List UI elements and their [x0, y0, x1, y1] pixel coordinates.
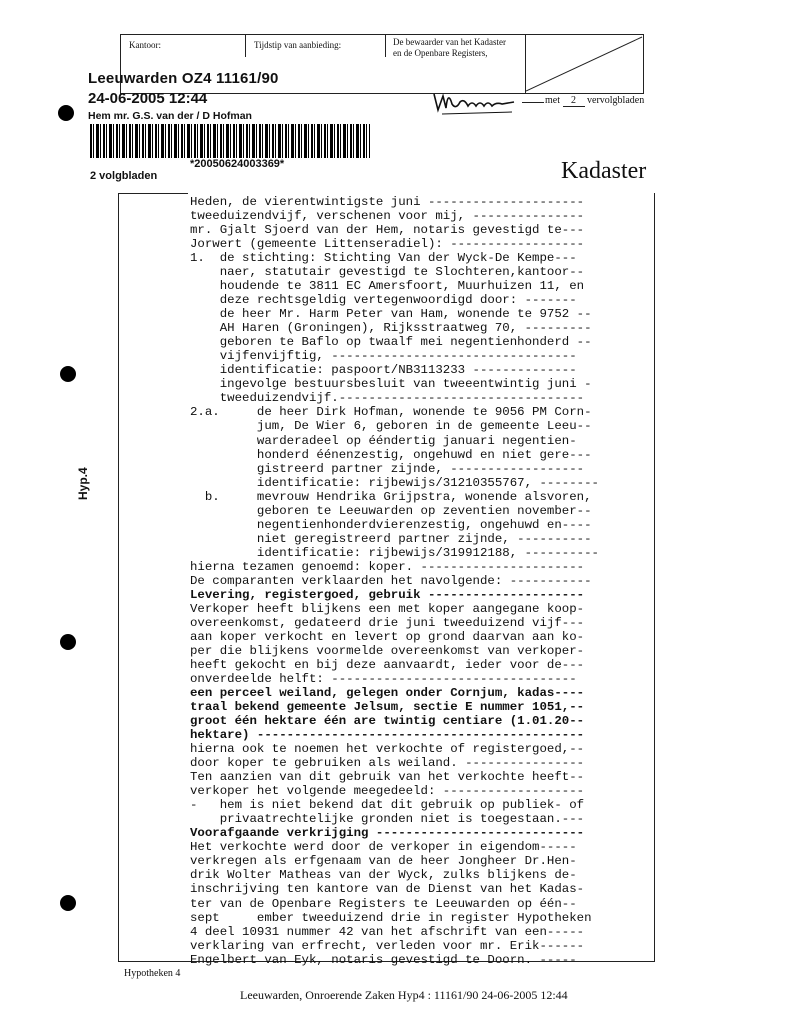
register-label: Hypotheken 4	[124, 968, 181, 979]
deed-line: Het verkochte werd door de verkoper in eigendom-----	[190, 840, 577, 855]
deed-line: Engelbert van Eyk, notaris gevestigd te Doorn. -----	[190, 952, 577, 967]
footer-caption: Leeuwarden, Onroerende Zaken Hyp4 : 11161/90 24-06-2005 12:44	[240, 988, 568, 1002]
cross-line	[526, 35, 644, 93]
deed-line: hierna ook te noemen het verkochte of registergoed,--	[190, 742, 585, 757]
deed-line: privaatrechtelijke gronden niet is toegestaan.---	[190, 812, 585, 827]
barcode	[90, 124, 370, 158]
deed-line: sept ember tweeduizend drie in register Hypotheken	[190, 910, 592, 925]
deed-line: door koper te gebruiken als weiland. ----------------	[190, 756, 585, 771]
side-label: Hyp.4	[76, 467, 90, 500]
tijdstip-label: Tijdstip van aanbieding:	[254, 40, 342, 50]
deed-line: honderd éénenzestig, ongehuwd en niet gere---	[190, 447, 592, 462]
deed-line: vijfenvijftig, ---------------------------------	[190, 349, 577, 364]
deed-line: per die blijkens voormelde overeenkomst van verkoper-	[190, 643, 585, 658]
deed-line: tweeduizendvijf.---------------------------------	[190, 391, 585, 406]
deed-line: deze rechtsgeldig vertegenwoordigd door: -------	[190, 293, 577, 308]
deed-line: traal bekend gemeente Jelsum, sectie E nummer 1051,--	[190, 700, 585, 715]
deed-line: heeft gekocht en bij deze aanvaardt, ieder voor de---	[190, 657, 585, 672]
deed-line: de heer Mr. Harm Peter van Ham, wonende te 9752 --	[190, 307, 592, 322]
punch-hole	[60, 366, 76, 382]
volgbladen-label: 2 volgbladen	[90, 170, 158, 182]
deed-line: ingevolge bestuursbesluit van tweeentwintig juni -	[190, 377, 592, 392]
deed-line: identificatie: rijbewijs/31210355767, --------	[190, 475, 599, 490]
deed-line: houdende te 3811 EC Amersfoort, Muurhuizen 11, en	[190, 279, 585, 294]
frame-top-left	[118, 193, 188, 194]
deed-line: identificatie: rijbewijs/319912188, ----------	[190, 545, 599, 560]
deed-line: ter van de Openbare Registers te Leeuwarden op één--	[190, 896, 577, 911]
barcode-text: *20050624003369*	[190, 158, 285, 170]
deed-line: 1. de stichting: Stichting Van der Wyck-De Kempe---	[190, 251, 577, 266]
signature	[430, 84, 520, 120]
deed-line: onverdeelde helft: ---------------------------------	[190, 672, 577, 687]
deed-line: De comparanten verklaarden het navolgende: -----------	[190, 573, 592, 588]
deed-line: gistreerd partner zijnde, ------------------	[190, 461, 585, 476]
deed-line: tweeduizendvijf, verschenen voor mij, ---------------	[190, 209, 585, 224]
deed-line: inschrijving ten kantore van de Dienst van het Kadas-	[190, 882, 585, 897]
bewaarder-line-1: De bewaarder van het Kadaster	[393, 37, 506, 47]
deed-line: Levering, registergoed, gebruik ---------------------	[190, 587, 585, 602]
deed-line: negentienhonderdvierenzestig, ongehuwd en----	[190, 517, 592, 532]
deed-line: 4 deel 10931 nummer 42 van het afschrift van een-----	[190, 924, 585, 939]
deed-line: Verkoper heeft blijkens een met koper aangegane koop-	[190, 601, 585, 616]
deed-line: verkregen als erfgenaam van de heer Jongheer Dr.Hen-	[190, 854, 577, 869]
met-label: met	[545, 95, 560, 106]
deed-line: identificatie: paspoort/NB3113233 --------------	[190, 363, 577, 378]
deed-line: jum, De Wier 6, geboren in de gemeente Leeu--	[190, 419, 592, 434]
stamp-cell	[525, 35, 644, 93]
deed-line: een perceel weiland, gelegen onder Cornjum, kadas----	[190, 686, 585, 701]
deed-line: aan koper verkocht en levert op grond daarvan aan ko-	[190, 629, 585, 644]
deed-line: hierna tezamen genoemd: koper. ----------------------	[190, 559, 585, 574]
deed-line: b. mevrouw Hendrika Grijpstra, wonende alsvoren,	[190, 489, 592, 504]
deed-line: geboren te Baflo op twaalf mei negentienhonderd --	[190, 335, 592, 350]
deed-line: Ten aanzien van dit gebruik van het verkochte heeft--	[190, 770, 585, 785]
deed-line: Heden, de vierentwintigste juni ---------------------	[190, 195, 585, 209]
kantoor-cell	[121, 35, 246, 57]
deed-line: Voorafgaande verkrijging ----------------------------	[190, 826, 585, 841]
bewaarder-label	[393, 37, 506, 59]
vervolgbladen-count: 2	[563, 95, 585, 107]
tijdstip-cell	[246, 35, 386, 57]
deed-line: 2.a. de heer Dirk Hofman, wonende te 9056 PM Corn-	[190, 405, 592, 420]
deed-line: geboren te Leeuwarden op zeventien november--	[190, 503, 592, 518]
punch-hole	[58, 105, 74, 121]
deed-line: naer, statutair gevestigd te Slochteren,kantoor--	[190, 265, 585, 280]
deed-line: Jorwert (gemeente Littenseradiel): ------------------	[190, 237, 585, 252]
deed-line: warderadeel op ééndertig januari negentien-	[190, 433, 577, 448]
deed-line: niet geregistreerd partner zijnde, ----------	[190, 531, 592, 546]
vervolgbladen-note	[545, 95, 644, 107]
stamp-register-number: Leeuwarden OZ4 11161/90	[88, 70, 279, 87]
deed-line: verkoper het volgende meegedeeld: -------------------	[190, 784, 585, 799]
stamp-parties: Hem mr. G.S. van der / D Hofman	[88, 110, 252, 122]
deed-line: overeenkomst, gedateerd drie juni tweeduizend vijf---	[190, 615, 585, 630]
punch-hole	[60, 634, 76, 650]
deed-line: groot één hektare één are twintig centiare (1.01.20--	[190, 714, 585, 729]
deed-body	[190, 194, 650, 967]
vervolgbladen-label: vervolgbladen	[587, 95, 645, 106]
deed-line: drik Wolter Matheas van der Wyck, zulks blijkens de-	[190, 868, 577, 883]
deed-line: hektare) --------------------------------------------	[190, 728, 585, 743]
kantoor-label: Kantoor:	[129, 40, 161, 50]
note-underline	[522, 102, 544, 103]
punch-hole	[60, 895, 76, 911]
deed-line: AH Haren (Groningen), Rijksstraatweg 70, ---------	[190, 321, 592, 336]
deed-line: mr. Gjalt Sjoerd van der Hem, notaris gevestigd te---	[190, 223, 585, 238]
deed-line: verklaring van erfrecht, verleden voor mr. Erik------	[190, 938, 585, 953]
kadaster-logo: Kadaster	[561, 158, 647, 184]
bewaarder-line-2: en de Openbare Registers,	[393, 48, 488, 58]
deed-line: - hem is niet bekend dat dit gebruik op publiek- of	[190, 798, 585, 813]
stamp-datetime: 24-06-2005 12:44	[88, 90, 208, 107]
